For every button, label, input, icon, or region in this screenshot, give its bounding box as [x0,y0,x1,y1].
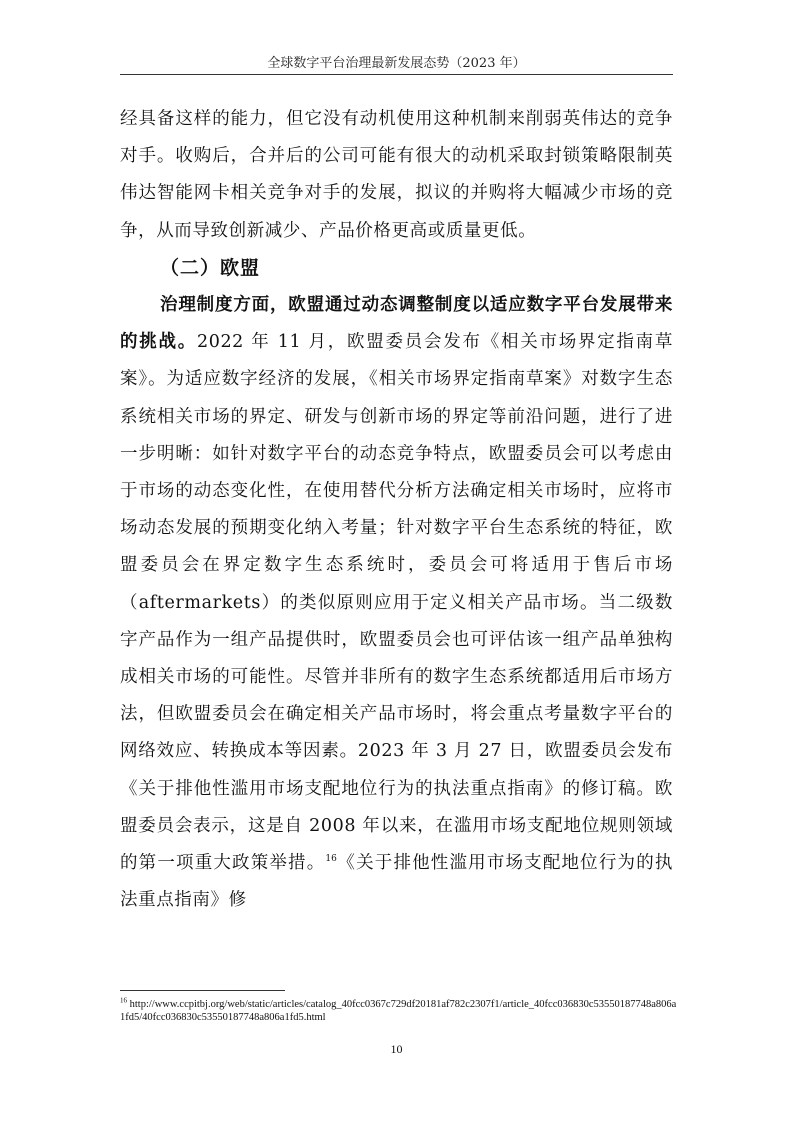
footnote-number: 16 [120,996,127,1005]
page-number: 10 [390,1042,403,1056]
paragraph-body-text: 2022 年 11 月，欧盟委员会发布《相关市场界定指南草案》。为适应数字经济的发展，《相关市场界定指南草案》对数字生态系统相关市场的界定、研发与创新市场的界定等前沿问题，进行了进一步明晰：如针对数字平台的动态竞争特点，欧盟委员会可以考虑由于市场的动态变化性，在使用替代分析方法确定相关市场时，应将市场动态发展的预期变化纳入考量；针对数字平台生态系统的特征，欧盟委员会在界定数字生态系统时，委员会可将适用于售后市场（aftermarkets）的类似原则应用于定义相关产品市场。当二级数字产品作为一组产品提供时，欧盟委员会也可评估该一组产品单独构成相关市场的可能性。尽管并非所有的数字生态系统都适用后市场方法，但欧盟委员会在确定相关产品市场时，将会重点考量数字平台的网络效应、转换成本等因素。2023 年 3 月 27 日，欧盟委员会发布《关于排他性滥用市场支配地位行为的执法重点指南》的修订稿。欧盟委员会表示，这是自 2008 年以来，在滥用市场支配地位规则领域的第一项重大政策举措。 [120,332,674,874]
running-header: 全球数字平台治理最新发展态势（2023 年） [267,56,526,71]
footnote-divider [120,990,285,991]
paragraph-lead-bold: 治理制度方面，欧盟通过动态调整制度以适应数字平台发展带来的挑战。 [120,295,673,353]
footnote-url[interactable]: http://www.ccpitbj.org/web/static/articles/catalog_40fcc0367c729df20181af782c2307f1/article_40fcc036830c53550187748a806a1fd5/40fcc036830c53550187748a806a1fd5.html [120,999,677,1023]
footnote [120,998,680,1024]
paragraph-continuation: 经具备这样的能力，但它没有动机使用这种机制来削弱英伟达的竞争对手。收购后，合并后的公司可能有很大的动机采取封锁策略限制英伟达智能网卡相关竞争对手的发展，拟议的并购将大幅减少市场的竞争，从而导致创新减少、产品价格更高或质量更低。 [120,109,673,241]
page-body [120,101,673,919]
section-heading: （二）欧盟 [160,256,261,279]
paragraph-eu-governance [120,287,673,919]
paragraph-tail-text: 《关于排他性滥用市场支配地位行为的执法重点指南》修 [120,853,673,911]
footnote-reference[interactable]: 16 [325,854,337,865]
header-divider [120,74,673,75]
